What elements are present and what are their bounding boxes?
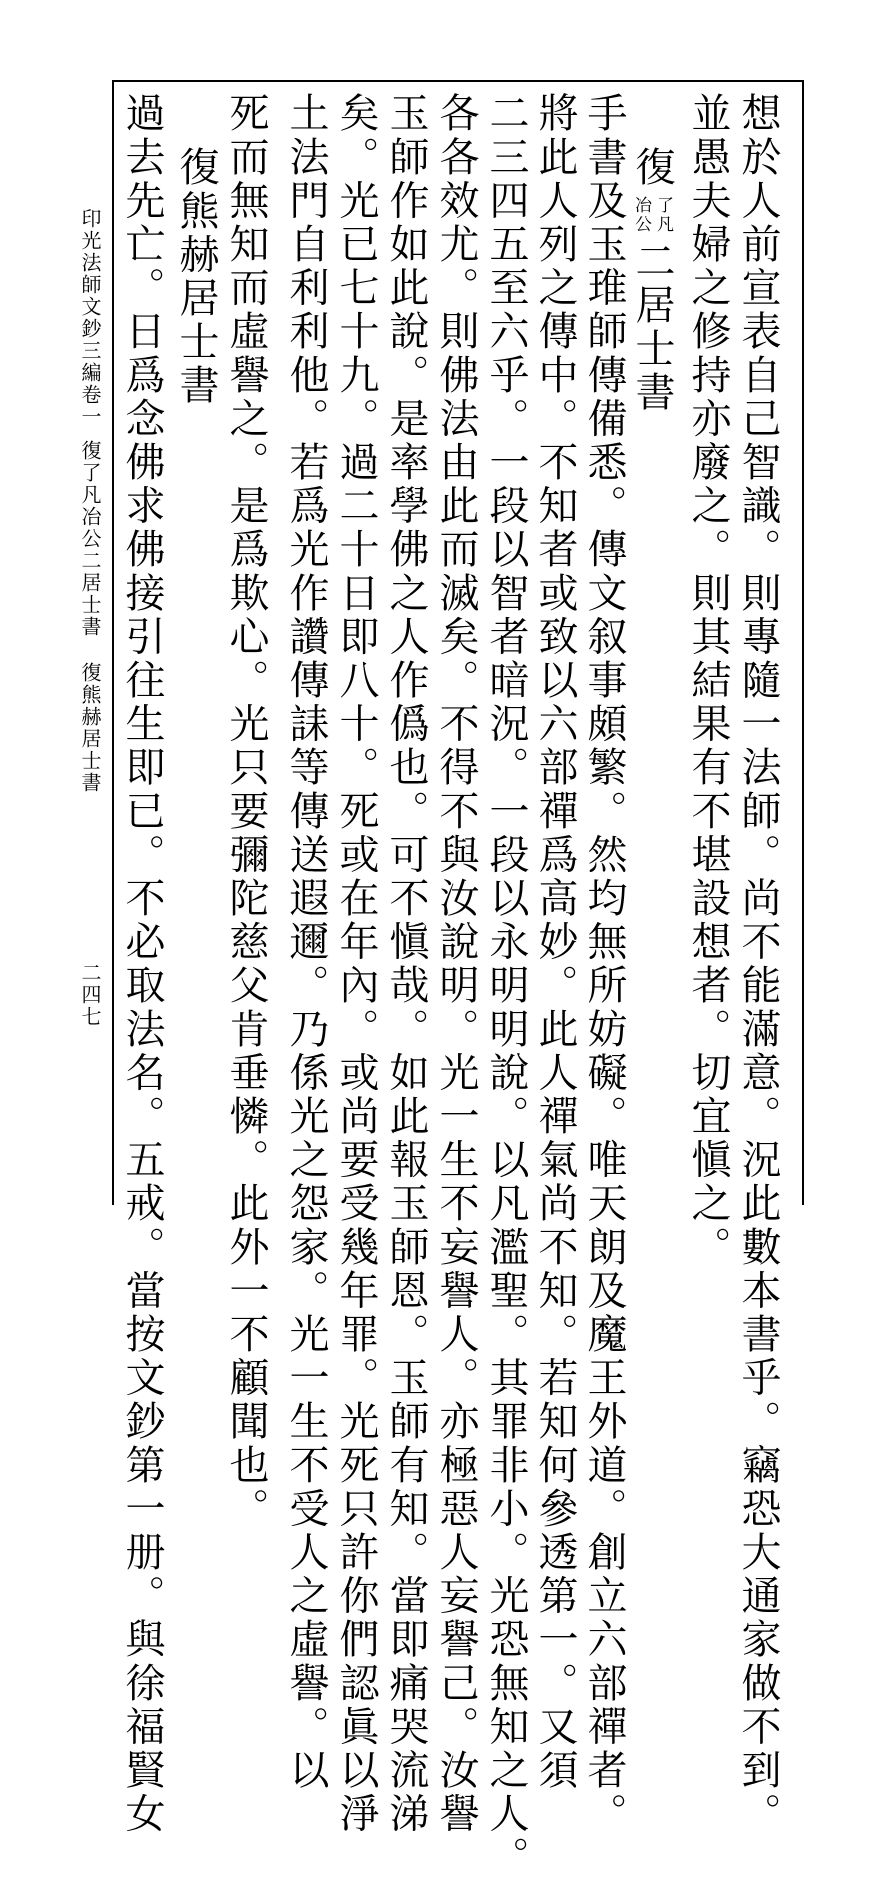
text-column-8: 矣。光已七十九。過二十日即八十。死或在年內。或尚要受幾年罪。光死只許你們認眞以淨 <box>333 92 379 1836</box>
page-number: 二四七 <box>78 962 102 1028</box>
text-column-7: 玉師作如此說。是率學佛之人作僞也。可不愼哉。如此報玉師恩。玉師有知。當即痛哭流涕 <box>383 92 429 1836</box>
text-column-1: 想於人前宣表自己智識。則專隨一法師。尚不能滿意。況此數本書乎。竊恐大通家做不到。 <box>735 92 781 1836</box>
text-column-2: 並愚夫婦之修持亦廢之。則其結果有不堪設想者。切宜愼之。 <box>685 92 731 1270</box>
running-head-section-1: 復了凡冶公二居士書 <box>78 440 102 638</box>
letter-title-1-head: 復 <box>629 146 675 190</box>
frame-left-rule <box>112 80 114 1205</box>
text-column-3: 手書及玉琟師傳備悉。傳文叙事頗繁。然均無所妨礙。唯天朗及魔王外道。創立六部禪者。 <box>581 92 627 1836</box>
title-1-note-left: 冶公 <box>631 196 651 234</box>
running-head-section-2: 復熊赫居士書 <box>78 662 102 794</box>
letter-title-2: 復熊赫居士書 <box>173 146 219 408</box>
text-column-6: 各各效尤。則佛法由此而滅矣。不得不與汝說明。光一生不妄譽人。亦極惡人妄譽己。汝譽 <box>433 92 479 1836</box>
text-column-11: 過去先亡。日爲念佛求佛接引往生即已。不必取法名。五戒。當按文鈔第一册。與徐福賢女 <box>119 92 165 1836</box>
letter-title-1-tail: 二居士書 <box>629 240 675 415</box>
frame-top-rule <box>112 80 804 82</box>
text-column-10: 死而無知而虛譽之。是爲欺心。光只要彌陀慈父肯垂憐。此外一不顧聞也。 <box>223 92 269 1531</box>
text-column-5: 二三四五至六乎。一段以智者暗況。一段以永明明說。以凡濫聖。其罪非小。光恐無知之人。 <box>483 92 529 1880</box>
text-column-9: 土法門自利利他。若爲光作讚傳誄等傳送遐邇。乃係光之怨家。光一生不受人之虛譽。以 <box>283 92 329 1793</box>
text-column-4: 將此人列之傳中。不知者或致以六部禪爲高妙。此人禪氣尚不知。若知何參透第一。又須 <box>532 92 578 1793</box>
running-head-book: 印光法師文鈔三編卷一 <box>78 208 102 428</box>
frame-right-rule <box>802 80 804 1205</box>
title-1-note-right: 了凡 <box>653 196 673 234</box>
